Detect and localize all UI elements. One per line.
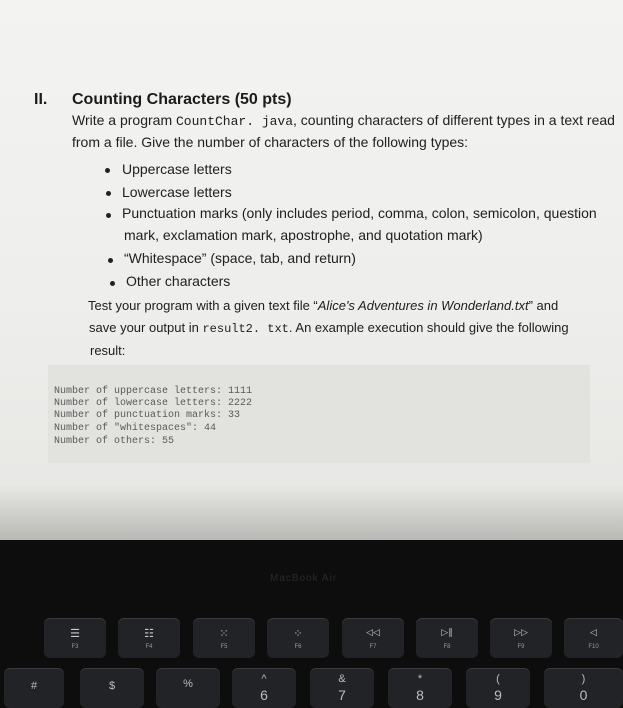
rewind-icon: ◁◁ — [366, 627, 380, 637]
program-name: CountChar. java — [176, 114, 294, 129]
f6-key[interactable]: ⁘ F6 — [267, 618, 329, 658]
test-line-1: Test your program with a given text file “Alice's Adventures in Wonderland.txt” and — [88, 298, 559, 313]
section-title: Counting Characters (50 pts) — [72, 91, 292, 108]
list-item-continuation: mark, exclamation mark, apostrophe, and quotation mark) — [124, 227, 483, 243]
launchpad-icon: ☷ — [144, 628, 154, 640]
intro-line-1: Write a program CountChar. java, counting characters of different types in a text read — [72, 112, 615, 129]
bullet-icon — [106, 191, 111, 196]
fast-forward-icon: ▷▷ — [514, 627, 528, 637]
bullet-icon — [108, 258, 113, 263]
keyboard-brightness-down-icon: ⁙ — [219, 628, 229, 640]
output-file-name: result2. txt — [202, 322, 289, 336]
keyboard-brightness-up-icon: ⁘ — [293, 628, 303, 640]
list-item: Uppercase letters — [122, 161, 232, 177]
key-0[interactable]: ) 0 — [544, 668, 623, 708]
bullet-icon — [105, 168, 110, 173]
output-line: Number of lowercase letters: 2222 — [54, 398, 253, 409]
list-item: “Whitespace” (space, tab, and return) — [124, 250, 356, 266]
list-item: Other characters — [126, 273, 231, 289]
f4-key[interactable]: ☷ F4 — [118, 618, 180, 658]
key-9[interactable]: ( 9 — [466, 668, 530, 708]
f7-key[interactable]: ◁◁ F7 — [342, 618, 404, 658]
f9-key[interactable]: ▷▷ F9 — [490, 618, 552, 658]
laptop-brand: MacBook Air — [270, 573, 338, 584]
test-line-3: result: — [90, 343, 126, 358]
f8-key[interactable]: ▷∥ F8 — [416, 618, 478, 658]
intro-line-2: from a file. Give the number of characters of the following types: — [72, 134, 469, 150]
f3-key[interactable]: ☰ F3 — [44, 618, 106, 658]
output-line: Number of "whitespaces": 44 — [54, 423, 217, 434]
key-4[interactable]: $ — [80, 668, 144, 708]
bullet-icon — [110, 281, 115, 286]
list-item: Punctuation marks (only includes period, comma, colon, semicolon, question — [122, 205, 597, 221]
key-8[interactable]: * 8 — [388, 668, 452, 708]
f5-key[interactable]: ⁙ F5 — [193, 618, 255, 658]
key-6[interactable]: ^ 6 — [232, 668, 296, 708]
key-3[interactable]: # — [4, 668, 64, 708]
key-7[interactable]: & 7 — [310, 668, 374, 708]
f10-key[interactable]: ◁ F10 — [564, 618, 623, 658]
bullet-icon — [106, 213, 111, 218]
mute-icon: ◁ — [590, 627, 597, 637]
section-number: II. — [34, 91, 48, 108]
output-line: Number of punctuation marks: 33 — [54, 410, 241, 421]
test-line-2: save your output in result2. txt. An example execution should give the following — [89, 320, 569, 336]
output-line: Number of uppercase letters: 1111 — [54, 386, 253, 397]
list-item: Lowercase letters — [122, 184, 232, 200]
screen-edge-shading — [0, 485, 623, 540]
play-pause-icon: ▷∥ — [441, 627, 453, 637]
mission-control-icon: ☰ — [70, 628, 80, 640]
input-file-name: Alice's Adventures in Wonderland.txt — [317, 298, 529, 313]
key-5[interactable]: % — [156, 668, 220, 708]
output-line: Number of others: 55 — [54, 436, 175, 447]
